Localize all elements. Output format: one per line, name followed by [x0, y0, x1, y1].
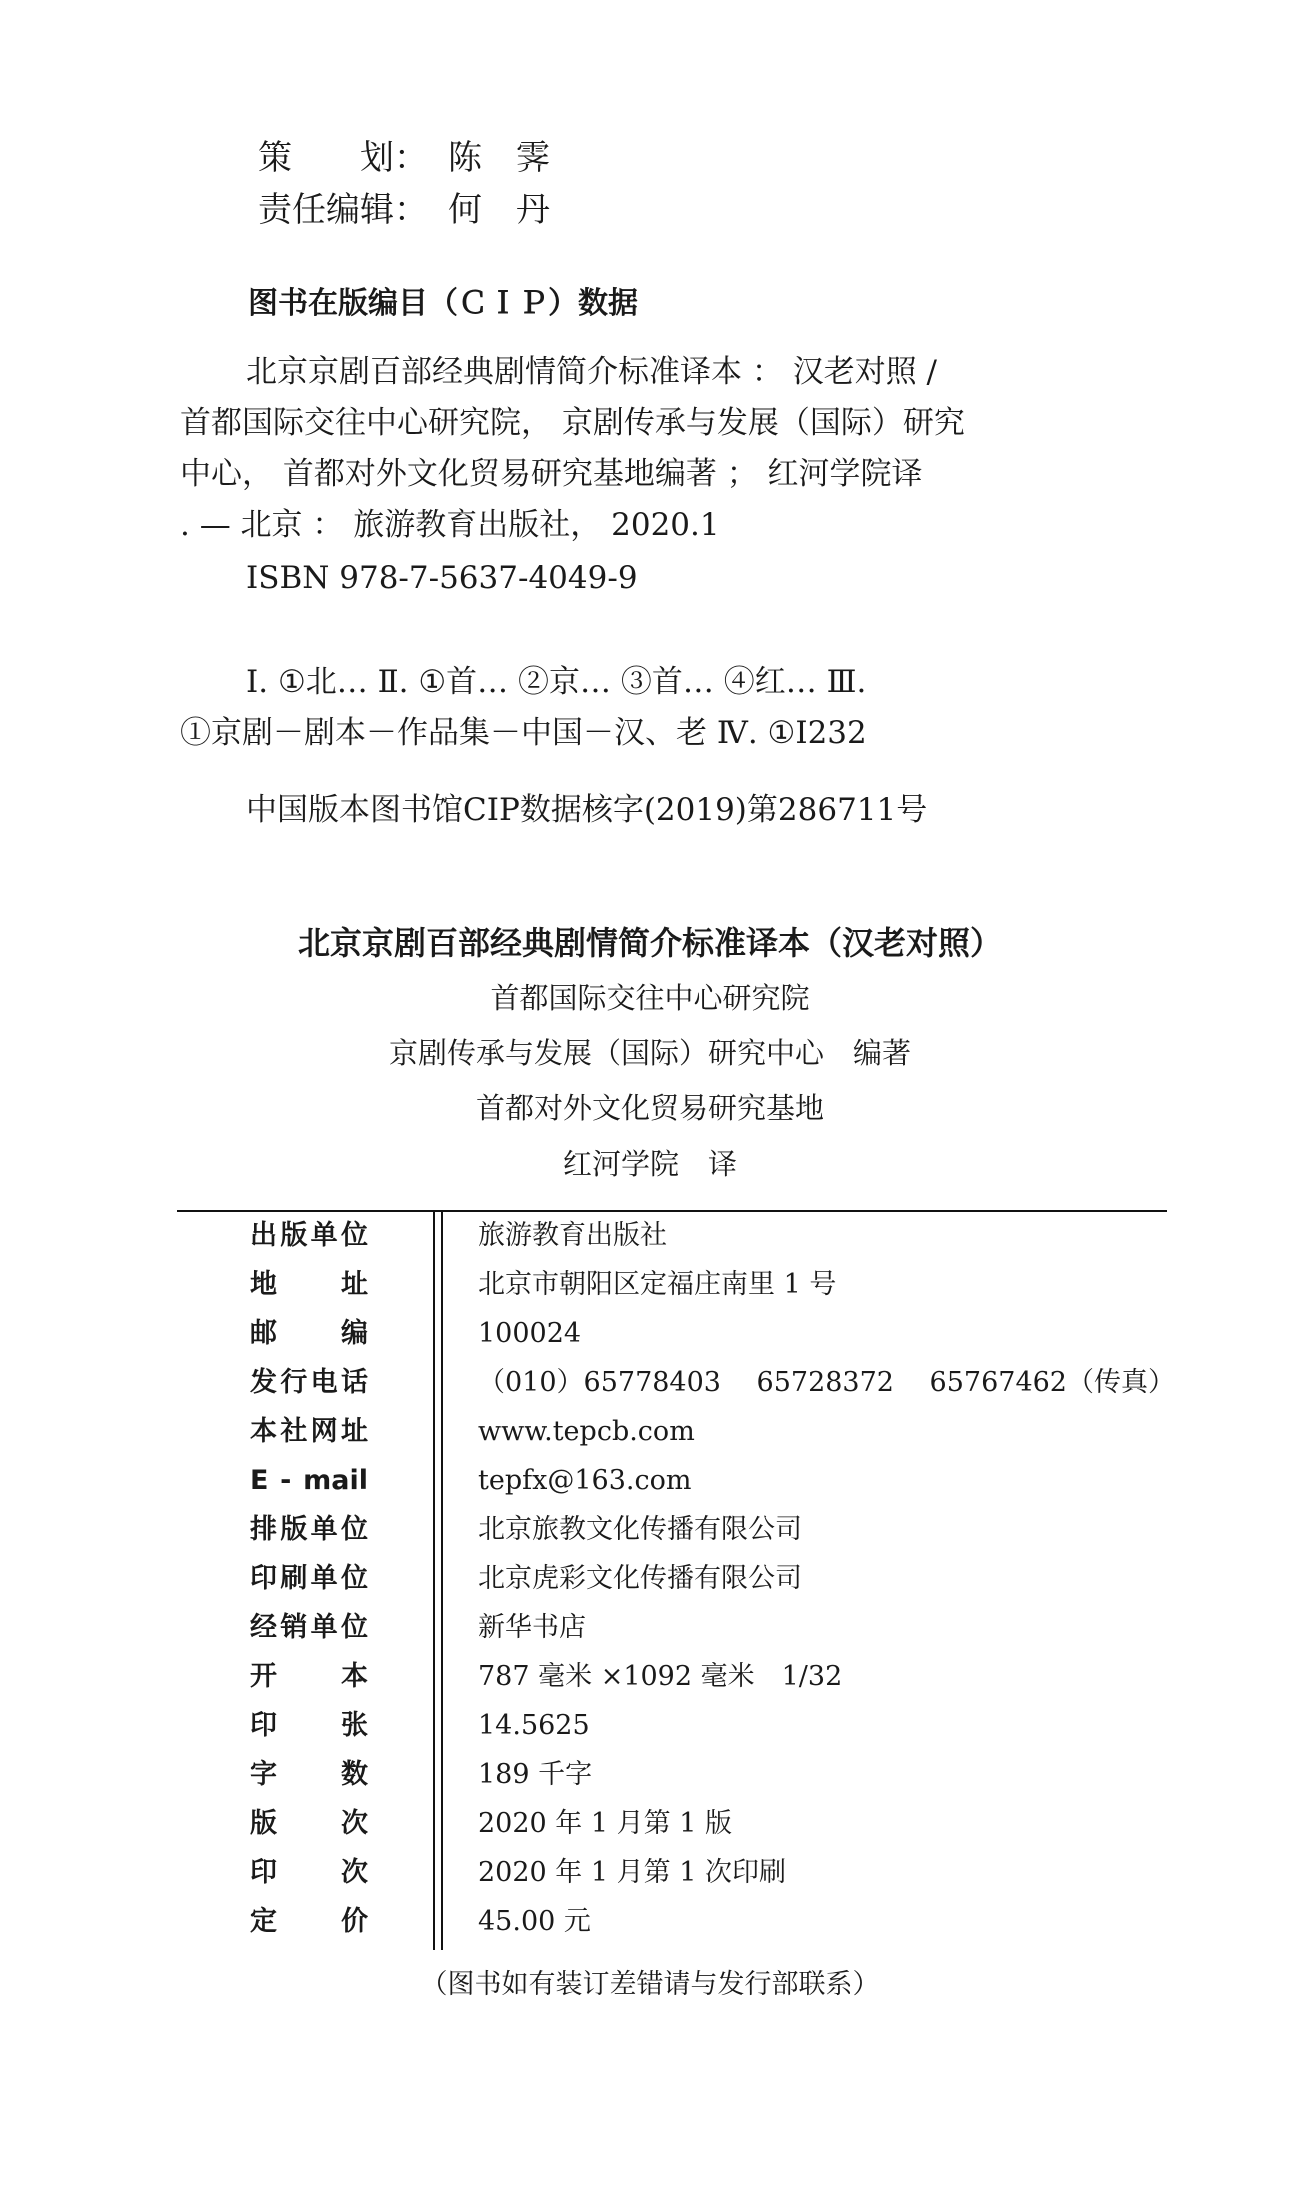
credit-value: 陈 霁 — [448, 138, 550, 178]
row-value: 新华书店 — [478, 1612, 586, 1643]
cip-heading: 图书在版编目（ＣＩＰ）数据 — [248, 286, 638, 321]
table-row — [0, 1561, 1300, 1610]
table-row — [0, 1757, 1300, 1806]
row-label: 印 张 — [250, 1710, 368, 1741]
book-title: 北京京剧百部经典剧情简介标准译本（汉老对照） — [297, 924, 1002, 962]
table-row — [0, 1463, 1300, 1512]
row-label: 排版单位 — [250, 1514, 368, 1545]
cip-classification: Ⅰ. ①北… Ⅱ. ①首… ②京… ③首… ④红… Ⅲ. — [246, 664, 867, 700]
author-line: 京剧传承与发展（国际）研究中心 编著 — [388, 1036, 911, 1070]
table-row — [0, 1512, 1300, 1561]
translator-line: 红河学院 译 — [562, 1147, 737, 1181]
credit-editor — [258, 190, 550, 230]
row-label: 经销单位 — [250, 1612, 368, 1643]
table-row — [0, 1708, 1300, 1757]
row-value: 北京市朝阳区定福庄南里 1 号 — [478, 1269, 837, 1300]
row-value: 北京旅教文化传播有限公司 — [478, 1514, 802, 1545]
cip-line: 首都国际交往中心研究院， 京剧传承与发展（国际）研究 — [180, 405, 965, 441]
row-label: 地 址 — [250, 1269, 368, 1300]
row-label: 印 次 — [250, 1857, 368, 1888]
table-row — [0, 1806, 1300, 1855]
row-label: 定 价 — [250, 1906, 368, 1937]
table-row — [0, 1267, 1300, 1316]
cip-classification: ①京剧－剧本－作品集－中国－汉、老 Ⅳ. ①I232 — [180, 715, 867, 751]
row-value: （010）65778403 65728372 65767462（传真） — [478, 1367, 1175, 1398]
table-row — [0, 1316, 1300, 1365]
footer-note: （图书如有装订差错请与发行部联系） — [420, 1969, 880, 2000]
row-value: 189 千字 — [478, 1759, 593, 1790]
row-label: 发行电话 — [250, 1367, 368, 1398]
table-row — [0, 1365, 1300, 1414]
row-value: www.tepcb.com — [478, 1416, 695, 1447]
table-row — [0, 1610, 1300, 1659]
row-value: 14.5625 — [478, 1710, 590, 1741]
row-value: 45.00 元 — [478, 1906, 591, 1937]
row-value: 787 毫米 ×1092 毫米 1/32 — [478, 1661, 843, 1692]
credit-label: 策 划： — [258, 138, 428, 178]
row-label: 开 本 — [250, 1661, 368, 1692]
cip-record-number: 中国版本图书馆CIP数据核字(2019)第286711号 — [246, 792, 928, 828]
row-label: 出版单位 — [250, 1220, 368, 1251]
credit-planner — [258, 138, 550, 178]
row-label: 印刷单位 — [250, 1563, 368, 1594]
cip-line: 中心， 首都对外文化贸易研究基地编著 ； 红河学院译 — [180, 456, 923, 492]
row-value: 旅游教育出版社 — [478, 1220, 667, 1251]
row-label: E - mail — [250, 1465, 368, 1496]
cip-line: . — 北京 ： 旅游教育出版社， 2020.1 — [180, 507, 720, 543]
credit-label: 责任编辑： — [258, 190, 428, 230]
table-row — [0, 1414, 1300, 1463]
author-line: 首都对外文化贸易研究基地 — [475, 1091, 824, 1125]
row-value: 北京虎彩文化传播有限公司 — [478, 1563, 802, 1594]
credit-value: 何 丹 — [448, 190, 550, 230]
row-value: tepfx@163.com — [478, 1465, 692, 1496]
table-row — [0, 1218, 1300, 1267]
author-line: 首都国际交往中心研究院 — [490, 981, 810, 1015]
cip-line: 北京京剧百部经典剧情简介标准译本 ： 汉老对照 / — [246, 354, 938, 390]
row-value: 2020 年 1 月第 1 次印刷 — [478, 1857, 786, 1888]
table-top-rule — [177, 1210, 1167, 1212]
row-label: 本社网址 — [250, 1416, 368, 1447]
table-row — [0, 1904, 1300, 1953]
table-row — [0, 1855, 1300, 1904]
row-label: 邮 编 — [250, 1318, 368, 1349]
row-value: 2020 年 1 月第 1 版 — [478, 1808, 732, 1839]
row-label: 版 次 — [250, 1808, 368, 1839]
row-label: 字 数 — [250, 1759, 368, 1790]
row-value: 100024 — [478, 1318, 582, 1349]
cip-isbn: ISBN 978-7-5637-4049-9 — [246, 560, 638, 596]
table-row — [0, 1659, 1300, 1708]
